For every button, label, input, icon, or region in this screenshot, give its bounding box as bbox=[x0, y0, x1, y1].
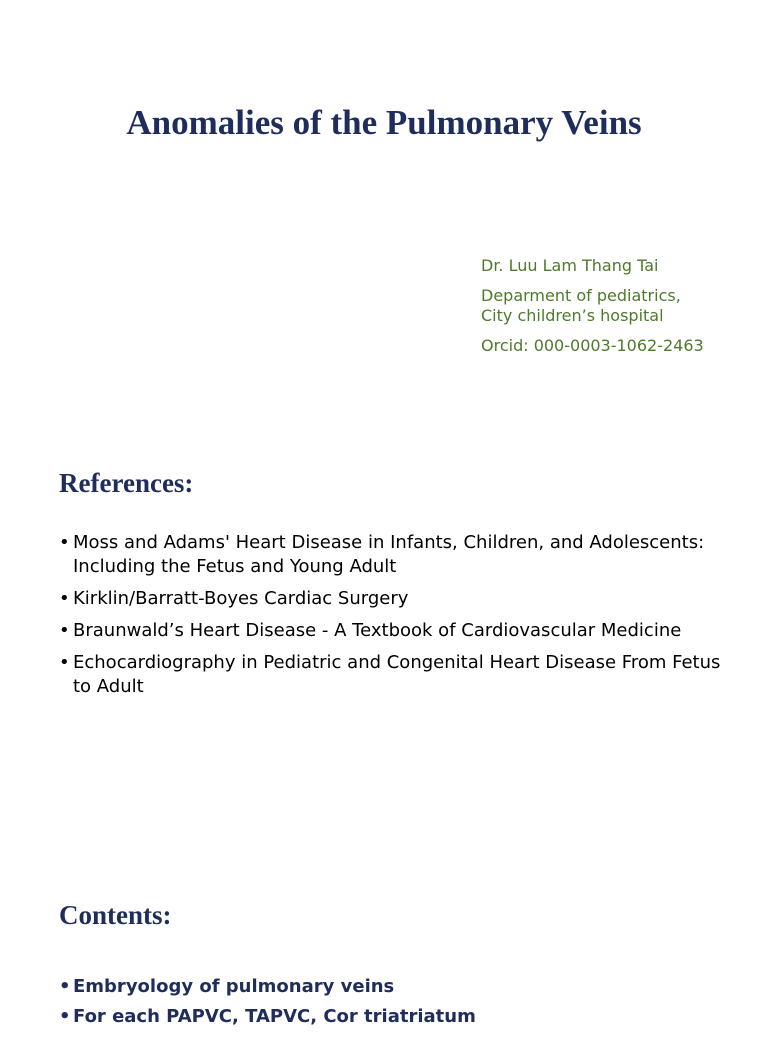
bullet-icon: • bbox=[59, 1006, 71, 1027]
reference-text: Braunwald’s Heart Disease - A Textbook of Cardiovascular Medicine bbox=[73, 620, 682, 641]
author-name: Dr. Luu Lam Thang Tai bbox=[481, 256, 659, 275]
author-orcid: Orcid: 000-0003-1062-2463 bbox=[481, 336, 704, 355]
reference-text: Echocardiography in Pediatric and Congenital Heart Disease From Fetus to Adult bbox=[73, 652, 721, 697]
bullet-icon: • bbox=[59, 620, 70, 641]
contents-slide bbox=[0, 840, 768, 1027]
contents-heading: Contents: bbox=[59, 900, 172, 930]
list-item bbox=[59, 587, 729, 611]
contents-list bbox=[59, 975, 729, 1037]
references-heading: References: bbox=[59, 468, 194, 498]
presentation-title: Anomalies of the Pulmonary Veins bbox=[126, 103, 642, 142]
reference-text: Kirklin/Barratt-Boyes Cardiac Surgery bbox=[73, 588, 409, 609]
reference-text: Moss and Adams' Heart Disease in Infants, Children, and Adolescents: Including the Fetus and Young Adult bbox=[73, 532, 705, 577]
list-item bbox=[59, 1005, 729, 1029]
contents-text: Embryology of pulmonary veins bbox=[73, 976, 395, 997]
bullet-icon: • bbox=[59, 532, 70, 553]
author-department: Deparment of pediatrics, bbox=[481, 286, 681, 305]
references-list bbox=[59, 531, 729, 707]
bullet-icon: • bbox=[59, 652, 70, 673]
contents-text: For each PAPVC, TAPVC, Cor triatriatum bbox=[73, 1006, 476, 1027]
title-slide bbox=[0, 0, 768, 420]
author-hospital: City children’s hospital bbox=[481, 306, 664, 325]
bullet-icon: • bbox=[59, 976, 71, 997]
list-item bbox=[59, 651, 729, 699]
list-item bbox=[59, 975, 729, 999]
author-block bbox=[481, 256, 761, 366]
list-item bbox=[59, 531, 729, 579]
bullet-icon: • bbox=[59, 588, 70, 609]
list-item bbox=[59, 619, 729, 643]
references-slide bbox=[0, 420, 768, 840]
